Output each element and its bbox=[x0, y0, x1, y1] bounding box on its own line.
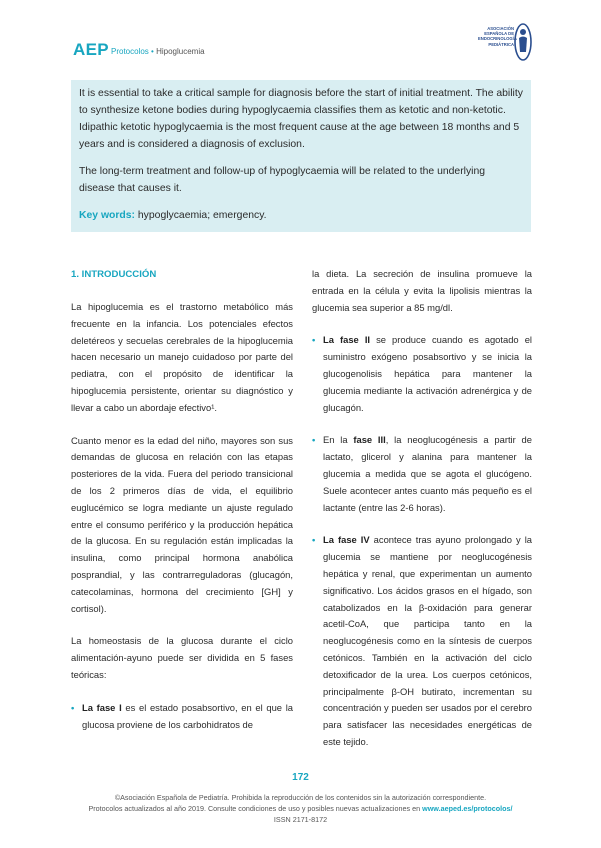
phase-2-label: La fase II bbox=[323, 334, 371, 346]
intro-paragraph-1: La hipoglucemia es el trastorno metabólico más frecuente en la infancia. Los potenciales efectos deletéreos y secuelas cerebrales de la hipoglucemia hacen necesario un manejo cuidadoso por parte del pediatra, con el propósito de identificar la hipoglucemia persistente, orientar su diagnóstico y llevar a cabo un abordaje efectivo¹. bbox=[71, 301, 293, 413]
phase-4-label: La fase IV bbox=[323, 534, 370, 546]
protocols-link[interactable]: www.aeped.es/protocolos/ bbox=[422, 804, 513, 813]
bullet-marker: • bbox=[312, 334, 316, 346]
phase-3-label: fase III bbox=[353, 434, 386, 446]
phase-1-text: es el estado posabsortivo, en el que la glucosa proviene de los carbohidratos de bbox=[82, 701, 293, 730]
list-item-phase-3 bbox=[312, 432, 532, 516]
bullet-marker: • bbox=[312, 534, 316, 546]
running-header bbox=[111, 47, 205, 56]
phase-1-label: La fase I bbox=[82, 701, 122, 713]
header-separator: • bbox=[151, 47, 154, 56]
keywords-label: Key words: bbox=[79, 210, 136, 221]
phase-4-text: acontece tras ayuno prolongado y la glucemia se mantiene por neoglucogénesis hepática y renal, que experimentan un aumento significativo. Los ácidos grasos en el hígado, son catabolizados en la β-oxidación para generar acetil-CoA, que participa tanto en la neoglucogénesis como en la síntesis de cuerpos cetónicos. También en la activación del ciclo detoxificador de la urea. Los cuerpos cetónicos, principalmente β-OH butirato, incrementan su concentración y pueden ser usados por el cerebro para satisfacer las necesidades energéticas de este tejido. bbox=[323, 534, 532, 747]
phase-3-prefix: En la bbox=[323, 434, 354, 446]
page-header bbox=[73, 26, 533, 59]
emblem-text: ASOCIACIÓN ESPAÑOLA DE ENDOCRINOLOGÍA PEDIÁTRICA bbox=[478, 26, 517, 47]
phase-3-text: , la neoglucogénesis a partir de lactato, glicerol y alanina para mantener la glucemia a medida que se agota el glucógeno. Suele acontecer antes cuanto más pequeño es el lactante (entre las 2-6 horas). bbox=[323, 434, 532, 513]
aep-logo: AEP bbox=[73, 40, 109, 59]
abstract-paragraph-2: The long-term treatment and follow-up of hypoglycaemia will be related to the underlying disease that causes it. bbox=[79, 166, 486, 194]
right-column bbox=[312, 266, 532, 767]
bullet-marker: • bbox=[71, 701, 75, 713]
header-topic: Hipoglucemia bbox=[156, 47, 205, 56]
issn: ISSN 2171-8172 bbox=[273, 815, 328, 824]
page-number: 172 bbox=[292, 772, 309, 783]
list-item-phase-2 bbox=[312, 332, 532, 416]
update-text: Protocolos actualizados al año 2019. Consulte condiciones de uso y posibles nuevas actualizaciones en bbox=[88, 804, 423, 813]
society-emblem bbox=[478, 22, 534, 64]
list-item-phase-1 bbox=[71, 700, 293, 734]
update-line bbox=[0, 803, 601, 814]
bullet-marker: • bbox=[312, 434, 316, 446]
section-title: 1. INTRODUCCIÓN bbox=[71, 269, 157, 280]
list-item-phase-4 bbox=[312, 532, 532, 750]
abstract-box bbox=[71, 80, 531, 232]
intro-paragraph-2: Cuanto menor es la edad del niño, mayores son sus demandas de glucosa en relación con las etapas posteriores de la vida. Fuera del periodo transicional de los 2 primeros días de vida, el equilibrio euglucémico se logra mediante un ajuste regulado entre el consumo periférico y la producción hepática de la glucosa. En su regulación están implicadas la insulina, como principal hormona anabólica posprandial, y las contrarreguladoras (glucagón, catecolaminas, hormona del crecimiento [GH] y cortisol). bbox=[71, 434, 293, 614]
page-footer bbox=[0, 792, 601, 825]
header-section: Protocolos bbox=[111, 47, 149, 56]
keywords-line bbox=[79, 207, 523, 224]
intro-paragraph-3: La homeostasis de la glucosa durante el ciclo alimentación-ayuno puede ser dividida en 5 fases teóricas: bbox=[71, 635, 293, 680]
phase-1-continuation: la dieta. La secreción de insulina promueve la entrada en la célula y evita la lipolisis mientras la glucemia sea superior a 85 mg/dl. bbox=[312, 268, 532, 313]
left-column bbox=[71, 266, 293, 749]
abstract-paragraph-1: It is essential to take a critical sample for diagnosis before the start of initial treatment. The ability to synthesize ketone bodies during hypoglycaemia classifies them as ketotic and non-ketotic. Idipathic ketotic hypoglycaemia is the most frequent cause at the age between 18 months and 5 years and is considered a diagnosis of exclusion. bbox=[79, 88, 523, 150]
copyright-line: ©Asociación Española de Pediatría. Prohibida la reproducción de los contenidos sin la autorización correspondiente. bbox=[114, 793, 487, 802]
child-silhouette-icon bbox=[514, 22, 532, 62]
phase-2-text: se produce cuando es agotado el suministro exógeno posabsortivo y se inicia la glucogenolisis hepática para mantener la glucemia mediante la activación adrenérgica y de glucagón. bbox=[323, 334, 532, 413]
keywords-value: hypoglycaemia; emergency. bbox=[137, 210, 267, 221]
